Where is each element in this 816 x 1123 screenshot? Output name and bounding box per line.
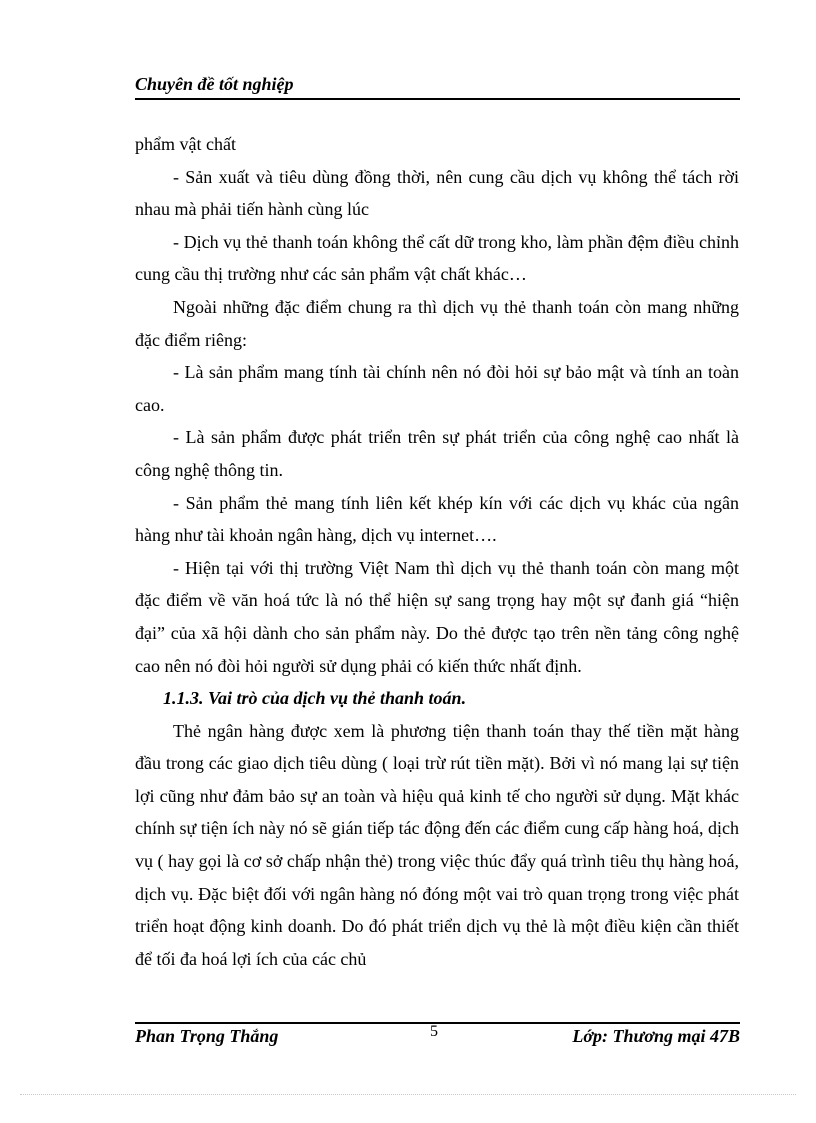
paragraph: - Sản xuất và tiêu dùng đồng thời, nên cung cầu dịch vụ không thể tách rời nhau mà phải tiến hành cùng lúc (135, 166, 739, 220)
paragraph: - Sản phẩm thẻ mang tính liên kết khép kín với các dịch vụ khác của ngân hàng như tài khoản ngân hàng, dịch vụ internet…. (135, 492, 739, 546)
paragraph: - Dịch vụ thẻ thanh toán không thể cất dữ trong kho, làm phần đệm điều chỉnh cung cầu thị trường như các sản phẩm vật chất khác… (135, 231, 739, 285)
header-divider (135, 98, 740, 100)
paragraph: - Hiện tại với thị trường Việt Nam thì dịch vụ thẻ thanh toán còn mang một đặc điểm về văn hoá tức là nó thể hiện sự sang trọng hay một sự đanh giá “hiện đại” của xã hội dành cho sản phẩm này. Do thẻ được tạo trên nền tảng công nghệ cao nên nó đòi hỏi người sử dụng phải có kiến thức nhất định. (135, 557, 739, 676)
section-heading: 1.1.3. Vai trò của dịch vụ thẻ thanh toán. (163, 688, 467, 709)
paragraph: Ngoài những đặc điểm chung ra thì dịch vụ thẻ thanh toán còn mang những đặc điểm riêng: (135, 296, 739, 350)
paragraph: Thẻ ngân hàng được xem là phương tiện thanh toán thay thế tiền mặt hàng đầu trong các giao dịch tiêu dùng ( loại trừ rút tiền mặt). Bởi vì nó mang lại sự tiện lợi cũng như đảm bảo sự an toàn và hiệu quả kinh tế cho người sử dụng. Mặt khác chính sự tiện ích này nó sẽ gián tiếp tác động đến các điểm cung cấp hàng hoá, dịch vụ ( hay gọi là cơ sở chấp nhận thẻ) trong việc thúc đẩy quá trình tiêu thụ hàng hoá, dịch vụ. Đặc biệt đối với ngân hàng nó đóng một vai trò quan trọng trong việc phát triển hoạt động kinh doanh. Do đó phát triển dịch vụ thẻ là một điều kiện cần thiết để tối đa hoá lợi ích của các chủ (135, 720, 739, 969)
paragraph: - Là sản phẩm được phát triển trên sự phát triển của công nghệ cao nhất là công nghệ thông tin. (135, 427, 739, 480)
footer-class-label: Lớp: Thương mại 47B (572, 1026, 740, 1046)
paragraph: - Là sản phẩm mang tính tài chính nên nó đòi hỏi sự bảo mật và tính an toàn cao. (135, 362, 739, 415)
document-body (135, 128, 739, 975)
footer-author: Phan Trọng Thắng (135, 1026, 279, 1046)
page-number: 5 (430, 1023, 438, 1040)
page-header-title: Chuyên đề tốt nghiệp (135, 74, 294, 94)
paragraph: phẩm vật chất (135, 134, 236, 154)
page-edge-divider (20, 1094, 796, 1095)
